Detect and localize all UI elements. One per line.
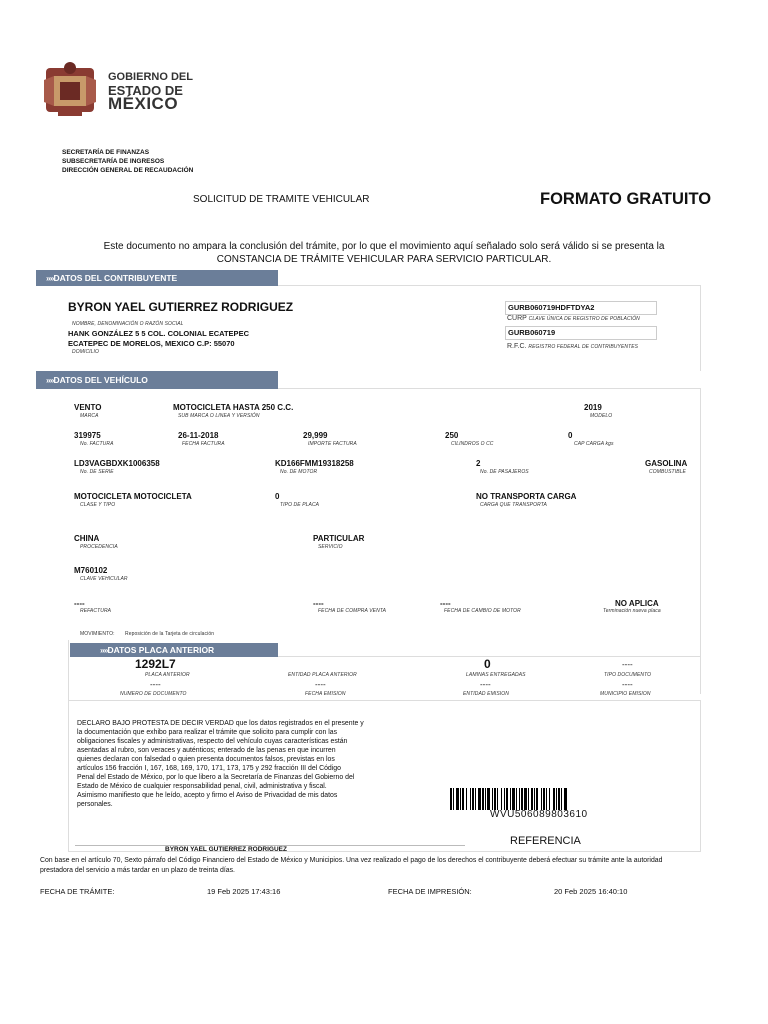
combustible-caption: COMBUSTIBLE: [649, 469, 686, 475]
placa-anterior-caption: PLACA ANTERIOR: [145, 672, 190, 678]
factura-caption: No. FACTURA: [80, 441, 114, 447]
clave-value: M760102: [74, 566, 108, 575]
divider: [68, 640, 69, 852]
vehiculo-box-line: [278, 388, 700, 389]
carga-value: 0: [568, 431, 573, 440]
declaracion-line: quienes declaran con falsedad o quien presenta documentos falsos, previstas en los: [77, 756, 335, 763]
state-logo: [40, 60, 100, 120]
num-doc-value: ----: [150, 680, 161, 689]
refactura-value: ----: [74, 599, 85, 608]
contribuyente-box-line: [278, 285, 700, 286]
placa-anterior-value: 1292L7: [135, 657, 176, 671]
declaracion-line: obligaciones fiscales y administrativas, respecto del vehículo cuyas características están: [77, 738, 348, 745]
declaracion-line: asentadas al rubro, son veraces y auténticos; enterado de las penas en que incurren: [77, 747, 336, 754]
cilindros-caption: CILINDROS O CC: [451, 441, 494, 447]
declaracion-line: DECLARO BAJO PROTESTA DE DECIR VERDAD que los datos registrados en el presente y: [77, 720, 364, 727]
movimiento-value: Reposición de la Tarjeta de circulación: [125, 631, 215, 637]
fecha-motor-value: ----: [440, 599, 451, 608]
dept-ingresos: SUBSECRETARÍA DE INGRESOS: [62, 158, 165, 165]
firma-nombre: BYRON YAEL GUTIERREZ RODRIGUEZ: [165, 846, 287, 853]
servicio-caption: SERVICIO: [318, 544, 343, 550]
declaracion-line: artículos 156 fracción I, 167, 168, 169, 170, 171, 173, 175 y 292 fracción III del Código: [77, 765, 341, 772]
gov-line2: ESTADO DE: [108, 83, 183, 98]
procedencia-caption: PROCEDENCIA: [80, 544, 118, 550]
barcode: [450, 788, 645, 810]
dept-recaudacion: DIRECCIÓN GENERAL DE RECAUDACIÓN: [62, 167, 194, 174]
notice-line2: CONSTANCIA DE TRÁMITE VEHICULAR PARA SERVICIO PARTICULAR.: [216, 254, 552, 265]
footer-line2: prestadora del servicio a más tardar en un plazo de treinta días.: [40, 867, 235, 874]
num-doc-caption: NUMERO DE DOCUMENTO: [120, 691, 187, 697]
hline: [68, 700, 700, 701]
curp-caption-a: CURP: [507, 315, 527, 322]
rfc-caption-b: REGISTRO FEDERAL DE CONTRIBUYENTES: [528, 344, 639, 350]
referencia-label: REFERENCIA: [510, 835, 581, 847]
no-aplica-value: NO APLICA: [615, 599, 659, 608]
modelo-value: 2019: [584, 403, 602, 412]
fecha-tramite-label: FECHA DE TRÁMITE:: [40, 887, 115, 896]
divider: [700, 285, 701, 371]
clase-caption: CLASE Y TIPO: [80, 502, 116, 508]
submarca-value: MOTOCICLETA HASTA 250 C.C.: [173, 403, 294, 412]
serie-value: LD3VAGBDXK1006358: [74, 459, 160, 468]
fecha-impresion-value: 20 Feb 2025 16:40:10: [554, 887, 628, 896]
curp-caption: [507, 315, 640, 322]
municipio-emision-value: ----: [622, 680, 633, 689]
submarca-caption: SUB MARCA O LINEA Y VERSIÓN: [178, 413, 260, 419]
doc-title: SOLICITUD DE TRAMITE VEHICULAR: [193, 194, 370, 205]
tipo-doc-caption: TIPO DOCUMENTO: [604, 672, 652, 678]
declaracion-line: Penal del Estado de México, por lo que libero a la Secretaría de Finanzas del Gobierno del: [77, 774, 355, 781]
clase-value: MOTOCICLETA MOTOCICLETA: [74, 492, 192, 501]
laminas-caption: LAMINAS ENTREGADAS: [466, 672, 526, 678]
marca-caption: MARCA: [80, 413, 99, 419]
curp-caption-b: CLAVE ÚNICA DE REGISTRO DE POBLACIÓN: [528, 316, 640, 322]
tipo-placa-value: 0: [275, 492, 280, 501]
contribuyente-nombre: BYRON YAEL GUTIERREZ RODRIGUEZ: [68, 300, 294, 314]
modelo-caption: MODELO: [590, 413, 613, 419]
hline: [68, 851, 700, 852]
movimiento-label: MOVIMIENTO:: [80, 631, 115, 637]
declaracion-line: la documentación que exhibo para realizar el trámite que solicito para cumplir con las: [77, 729, 338, 736]
dept-finanzas: SECRETARÍA DE FINANZAS: [62, 149, 150, 156]
no-aplica-caption: Terminación nueva placa: [603, 608, 661, 614]
declaracion-text: [77, 719, 397, 809]
fecha-factura-value: 26-11-2018: [178, 431, 219, 440]
laminas-value: 0: [484, 657, 491, 671]
refactura-caption: REFACTURA: [80, 608, 112, 614]
curp-field: GURB060719HDFTDYA2: [505, 301, 657, 315]
fecha-impresion-label: FECHA DE IMPRESIÓN:: [388, 887, 472, 896]
transporta-value: NO TRANSPORTA CARGA: [476, 492, 577, 501]
entidad-placa-caption: ENTIDAD PLACA ANTERIOR: [288, 672, 357, 678]
procedencia-value: CHINA: [74, 534, 100, 543]
marca-value: VENTO: [74, 403, 102, 412]
servicio-value: PARTICULAR: [313, 534, 365, 543]
section-contribuyente: »» DATOS DEL CONTRIBUYENTE: [36, 270, 278, 286]
footer-line1: Con base en el artículo 70, Sexto párrafo del Código Financiero del Estado de México y Municipios. Una vez realizado el pago de los derechos el contribuyente deberá efectuar su trámite ante la autoridad: [40, 857, 663, 864]
fecha-factura-caption: FECHA FACTURA: [182, 441, 225, 447]
domicilio-line2: ECATEPEC DE MORELOS, MEXICO C.P: 55070: [68, 339, 235, 348]
importe-value: 29,999: [303, 431, 328, 440]
importe-caption: IMPORTE FACTURA: [308, 441, 357, 447]
barcode-text: WVU506089803610: [490, 809, 588, 820]
gov-line3: MÉXICO: [108, 94, 179, 113]
declaracion-line: Asimismo manifiesto que he leído, acepto y firmo el Aviso de Privacidad de mis datos: [77, 792, 338, 799]
serie-caption: No. DE SERIE: [80, 469, 114, 475]
divider: [700, 388, 701, 694]
fecha-tramite-value: 19 Feb 2025 17:43:16: [207, 887, 281, 896]
section-vehiculo: »» DATOS DEL VEHÍCULO: [36, 371, 278, 389]
notice-line1: Este documento no ampara la conclusión del trámite, por lo que el movimiento aquí señalado solo será válido si se presenta la: [103, 241, 665, 252]
declaracion-line: personales.: [77, 801, 113, 808]
gov-line1: GOBIERNO DEL: [108, 71, 193, 83]
fecha-compra-value: ----: [313, 599, 324, 608]
motor-caption: No. DE MOTOR: [280, 469, 318, 475]
fecha-emision-caption: FECHA EMISION: [305, 691, 346, 697]
declaracion-line: Estado de México de cualquier responsabilidad penal, civil, administrativa y fiscal.: [77, 783, 327, 790]
clave-caption: CLAVE VEHICULAR: [80, 576, 128, 582]
entidad-emision-value: ----: [480, 680, 491, 689]
cilindros-value: 250: [445, 431, 459, 440]
rfc-caption-a: R.F.C.: [507, 343, 527, 350]
pasajeros-caption: No. DE PASAJEROS: [480, 469, 529, 475]
entidad-emision-caption: ENTIDAD EMISION: [463, 691, 509, 697]
formato-gratuito: FORMATO GRATUITO: [540, 190, 712, 208]
motor-value: KD166FMM19318258: [275, 459, 354, 468]
fecha-emision-value: ----: [315, 680, 326, 689]
rfc-caption: [507, 343, 638, 350]
tipo-placa-caption: TIPO DE PLACA: [280, 502, 320, 508]
combustible-value: GASOLINA: [645, 459, 688, 468]
pasajeros-value: 2: [476, 459, 481, 468]
factura-value: 319975: [74, 431, 101, 440]
municipio-emision-caption: MUNICIPIO EMISION: [600, 691, 651, 697]
domicilio-caption: DOMICILIO: [72, 349, 100, 355]
fecha-compra-caption: FECHA DE COMPRA VENTA: [318, 608, 387, 614]
tipo-doc-value: ----: [622, 660, 633, 669]
rfc-field: GURB060719: [505, 326, 657, 340]
nombre-caption: NOMBRE, DENOMINACIÓN O RAZÓN SOCIAL: [72, 321, 184, 327]
transporta-caption: CARGA QUE TRANSPORTA: [480, 502, 547, 508]
divider: [700, 700, 701, 852]
carga-caption: CAP CARGA kgs: [574, 441, 614, 447]
domicilio-line1: HANK GONZÁLEZ 5 5 COL. COLONIAL ECATEPEC: [68, 329, 249, 338]
fecha-motor-caption: FECHA DE CAMBIO DE MOTOR: [444, 608, 521, 614]
section-placa-anterior: »» DATOS PLACA ANTERIOR: [70, 643, 278, 657]
